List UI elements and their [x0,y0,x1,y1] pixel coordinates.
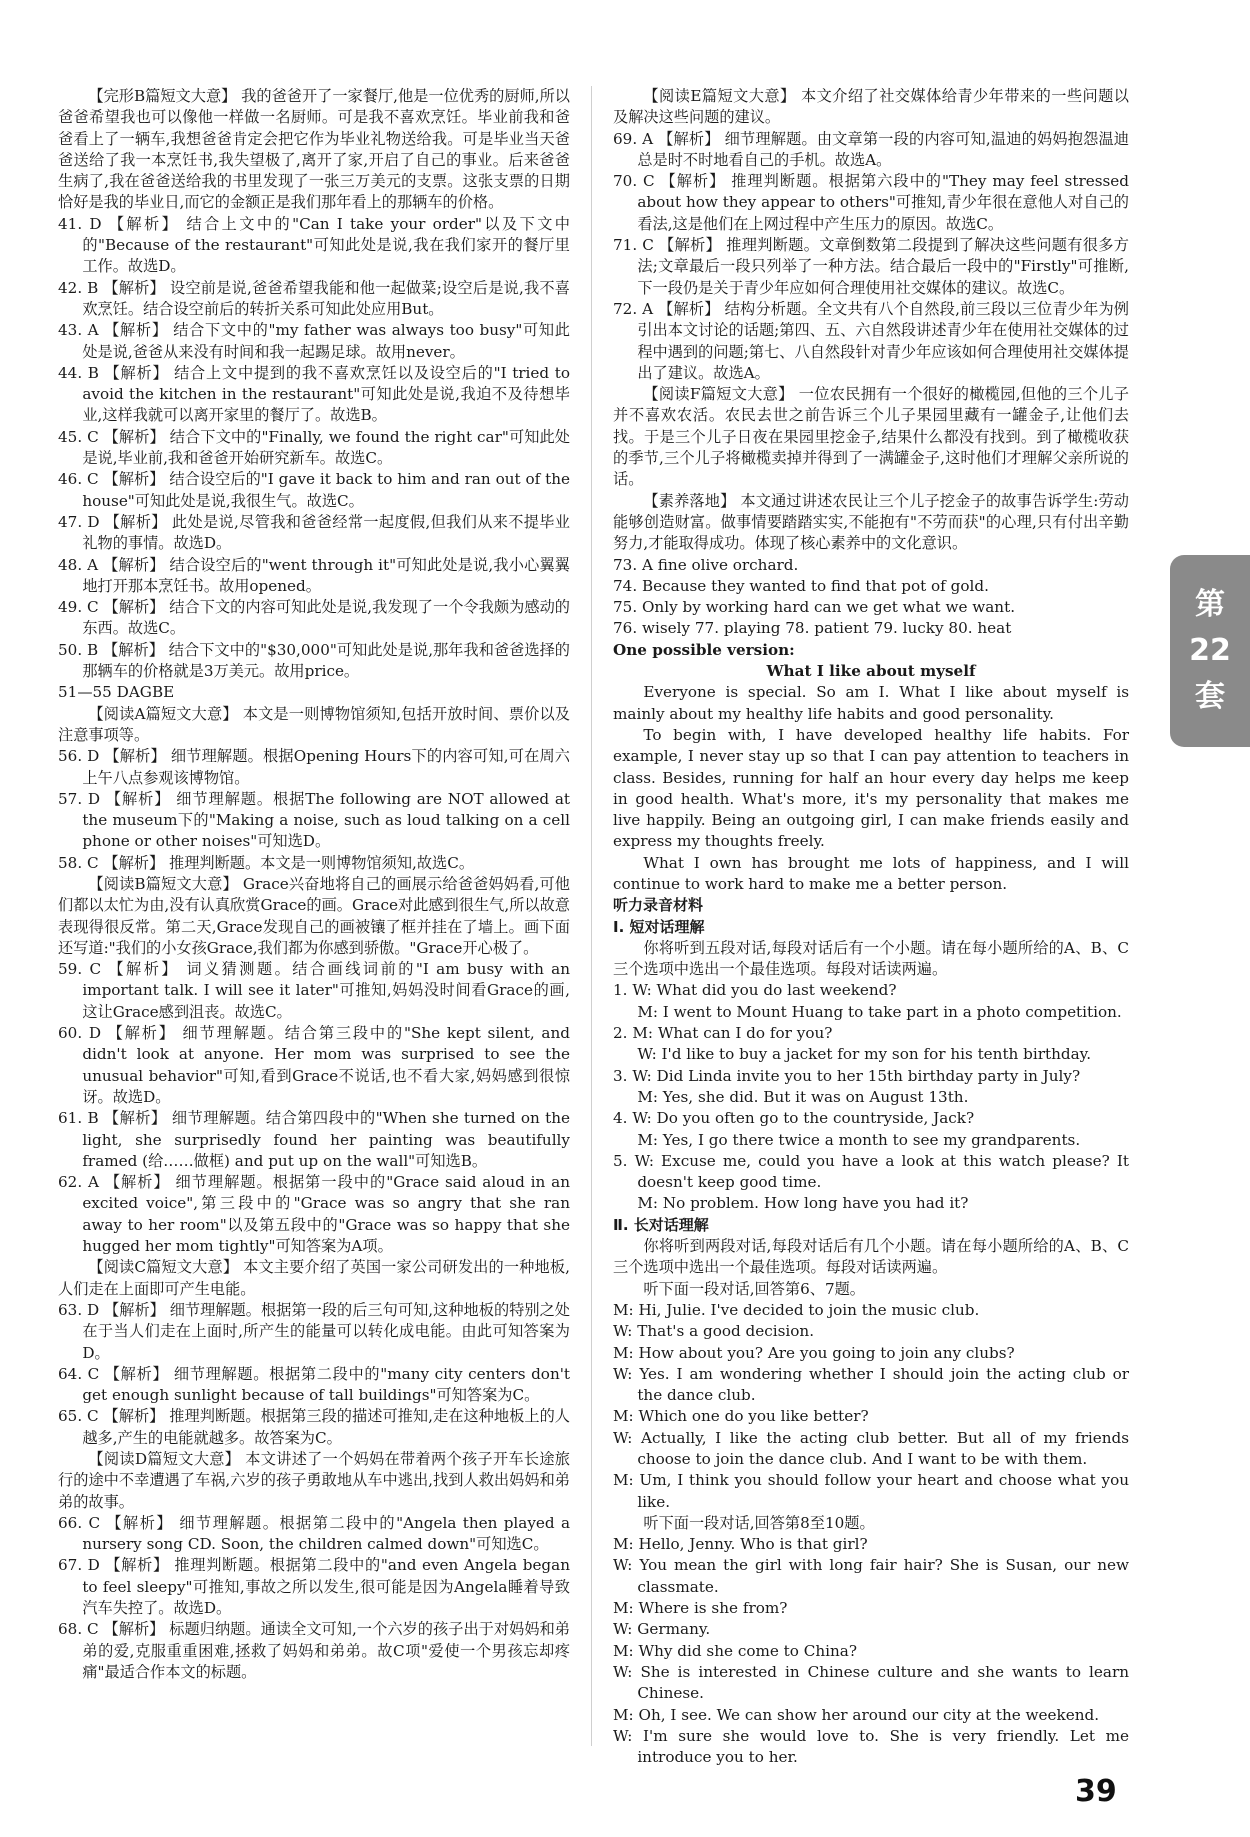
left-paragraph: 66. C 【解析】 细节理解题。根据第二段中的"Angela then played a nursery song CD. Soon, the children calmed down"可知选C。 [58,1513,570,1554]
left-column [58,86,570,1683]
left-paragraph: 62. A 【解析】 细节理解题。根据第一段中的"Grace said aloud in an excited voice",第三段中的"Grace was so angry that she ran away to her room"以及第五段中的"Grace was so happy that she hugged her mom tightly"可知答案为A项。 [58,1173,570,1256]
right-paragraph: 听下面一段对话,回答第6、7题。 [643,1279,865,1298]
right-paragraph: 听力录音材料 [613,896,704,915]
right-paragraph: 5. W: Excuse me, could you have a look at this watch please? It doesn't keep good time. [613,1151,1129,1192]
right-paragraph: W: Actually, I like the acting club better. But all of my friends choose to join the dance club. And I want to be with them. [613,1428,1129,1468]
left-paragraph: 64. C 【解析】 细节理解题。根据第二段中的"many city centers don't get enough sunlight because of tall buildings"可知答案为C。 [58,1364,570,1405]
left-paragraph: 59. C 【解析】 词义猜测题。结合画线词前的"I am busy with an important talk. I will see it later"可推知,妈妈没时间看Grace的画,这让Grace感到沮丧。故选C。 [58,960,570,1021]
right-paragraph: W: I'm sure she would love to. She is very friendly. Let me introduce you to her. [613,1726,1129,1767]
left-paragraph: 【阅读D篇短文大意】 本文讲述了一个妈妈在带着两个孩子开车长途旅行的途中不幸遭遇了车祸,六岁的孩子勇敢地从车中逃出,找到人救出妈妈和弟弟的故事。 [58,1450,570,1511]
left-paragraph: 56. D 【解析】 细节理解题。根据Opening Hours下的内容可知,可在周六上午八点参观该博物馆。 [58,747,570,787]
right-paragraph: One possible version: [613,640,795,659]
tab-char: 第 [1195,587,1225,622]
right-paragraph: 你将听到两段对话,每段对话后有几个小题。请在每小题所给的A、B、C三个选项中选出一个最佳选项。每段对话读两遍。 [613,1237,1129,1277]
page-number: 39 [1075,1774,1117,1809]
right-paragraph: M: Oh, I see. We can show her around our city at the weekend. [613,1705,1100,1724]
tab-char: 22 [1189,633,1231,668]
right-paragraph: M: Where is she from? [613,1599,788,1618]
left-paragraph: 46. C 【解析】 结合设空后的"I gave it back to him and ran out of the house"可知此处是说,我很生气。故选C。 [58,470,570,510]
column-divider [591,86,592,1746]
right-paragraph: 72. A 【解析】 结构分析题。全文共有八个自然段,前三段以三位青少年为例引出本文讨论的话题;第四、五、六自然段讲述青少年在使用社交媒体的过程中遇到的问题;第七、八自然段针对青少年应该如何合理使用社交媒体提出了建议。故选A。 [613,299,1129,382]
left-paragraph: 49. C 【解析】 结合下文的内容可知此处是说,我发现了一个令我颇为感动的东西。故选C。 [58,598,570,638]
left-paragraph: 60. D 【解析】 细节理解题。结合第三段中的"She kept silent, and didn't look at anyone. Her mom was surprised to see the unusual behavior"可知,看到Grace不说话,也不看大家,妈妈感到很惊讶。故选D。 [58,1024,570,1106]
right-paragraph: M: No problem. How long have you had it? [637,1194,969,1213]
left-paragraph: 58. C 【解析】 推理判断题。本文是一则博物馆须知,故选C。 [58,853,475,872]
right-paragraph: 2. M: What can I do for you? [613,1024,833,1043]
right-paragraph: 70. C 【解析】 推理判断题。根据第六段中的"They may feel stressed about how they appear to others"可推知,青少年很在意他人对自己的看法,这是他们在上网过程中产生压力的原因。故选C。 [613,172,1129,233]
right-paragraph: 听下面一段对话,回答第8至10题。 [643,1513,875,1532]
set-number-tab [1170,555,1250,747]
right-paragraph: W: That's a good decision. [613,1322,815,1341]
left-paragraph: 57. D 【解析】 细节理解题。根据The following are NOT allowed at the museum下的"Making a noise, such as loud talking on a cell phone or other noises"可知选D。 [58,789,570,851]
right-paragraph: M: Which one do you like better? [613,1407,869,1426]
right-paragraph: Ⅱ. 长对话理解 [613,1215,709,1234]
left-paragraph: 65. C 【解析】 推理判断题。根据第三段的描述可推知,走在这种地板上的人越多,产生的电能就越多。故答案为C。 [58,1407,570,1447]
left-paragraph: 51—55 DAGBE [58,683,175,702]
right-paragraph: W: You mean the girl with long fair hair? She is Susan, our new classmate. [613,1556,1129,1596]
right-paragraph: 74. Because they wanted to find that pot of gold. [613,576,989,595]
right-paragraph: W: Yes. I am wondering whether I should join the acting club or the dance club. [613,1364,1129,1405]
left-paragraph: 48. A 【解析】 结合设空后的"went through it"可知此处是说,我小心翼翼地打开那本烹饪书。故用opened。 [58,555,570,595]
right-paragraph: 1. W: What did you do last weekend? [613,981,897,1000]
right-paragraph: M: Hello, Jenny. Who is that girl? [613,1535,868,1554]
right-paragraph: M: Yes, she did. But it was on August 13th. [637,1087,969,1106]
right-paragraph: W: I'd like to buy a jacket for my son for his tenth birthday. [637,1045,1092,1064]
right-paragraph: 3. W: Did Linda invite you to her 15th birthday party in July? [613,1066,1081,1085]
left-paragraph: 【完形B篇短文大意】 我的爸爸开了一家餐厅,他是一位优秀的厨师,所以爸爸希望我也可以像他一样做一名厨师。可是我不喜欢烹饪。毕业前我和爸爸看上了一辆车,我想爸爸肯定会把它作为毕业礼物送给我。可是毕业当天爸爸送给了我一本烹饪书,我失望极了,离开了家,开启了自己的事业。后来爸爸生病了,我在爸爸送给我的书里发现了一张三万美元的支票。这张支票的日期恰好是我的毕业日,而它的金额正是我们那年看上的那辆车的价格。 [58,87,570,212]
right-paragraph: M: Yes, I go there twice a month to see my grandparents. [637,1130,1081,1149]
right-paragraph: M: I went to Mount Huang to take part in a photo competition. [637,1002,1122,1021]
right-paragraph: M: How about you? Are you going to join any clubs? [613,1343,1015,1362]
right-paragraph: W: She is interested in Chinese culture and she wants to learn Chinese. [613,1662,1129,1703]
left-paragraph: 45. C 【解析】 结合下文中的"Finally, we found the right car"可知此处是说,毕业前,我和爸爸开始研究新车。故选C。 [58,427,570,468]
left-paragraph: 43. A 【解析】 结合下文中的"my father was always too busy"可知此处是说,爸爸从来没有时间和我一起踢足球。故用never。 [58,321,570,361]
tab-char: 套 [1195,679,1225,714]
right-column [613,86,1129,1768]
right-paragraph: 75. Only by working hard can we get what we want. [613,598,1016,617]
left-paragraph: 【阅读A篇短文大意】 本文是一则博物馆须知,包括开放时间、票价以及注意事项等。 [58,704,570,744]
right-paragraph: Ⅰ. 短对话理解 [613,917,705,936]
left-paragraph: 68. C 【解析】 标题归纳题。通读全文可知,一个六岁的孩子出于对妈妈和弟弟的爱,克服重重困难,拯救了妈妈和弟弟。故C项"爱使一个男孩忘却疼痛"最适合作本文的标题。 [58,1620,570,1681]
left-paragraph: 44. B 【解析】 结合上文中提到的我不喜欢烹饪以及设空后的"I tried to avoid the kitchen in the restaurant"可知此处是说,我迫不及待想毕业,这样我就可以离开家里的餐厅了。故选B。 [58,363,570,425]
right-paragraph: 你将听到五段对话,每段对话后有一个小题。请在每小题所给的A、B、C三个选项中选出一个最佳选项。每段对话读两遍。 [613,938,1129,979]
right-paragraph: 【素养落地】 本文通过讲述农民让三个儿子挖金子的故事告诉学生:劳动能够创造财富。做事情要踏踏实实,不能抱有"不劳而获"的心理,只有付出辛勤努力,才能取得成功。体现了核心素养中的文化意识。 [613,491,1129,553]
left-paragraph: 【阅读C篇短文大意】 本文主要介绍了英国一家公司研发出的一种地板,人们走在上面即可产生电能。 [58,1258,570,1298]
left-paragraph: 41. D 【解析】 结合上文中的"Can I take your order"以及下文中的"Because of the restaurant"可知此处是说,我在我们家开的餐厅里工作。故选D。 [58,214,570,276]
right-paragraph: 71. C 【解析】 推理判断题。文章倒数第二段提到了解决这些问题有很多方法;文章最后一段只列举了一种方法。结合最后一段中的"Firstly"可推断,下一段仍是关于青少年应如何合理使用社交媒体的建议。故选C。 [613,236,1129,297]
right-paragraph: 【阅读E篇短文大意】 本文介绍了社交媒体给青少年带来的一些问题以及解决这些问题的建议。 [613,87,1129,127]
left-paragraph: 47. D 【解析】 此处是说,尽管我和爸爸经常一起度假,但我们从来不提毕业礼物的事情。故选D。 [58,512,570,553]
right-paragraph: 76. wisely 77. playing 78. patient 79. lucky 80. heat [613,619,1012,638]
right-paragraph: M: Why did she come to China? [613,1641,857,1660]
left-paragraph: 42. B 【解析】 设空前是说,爸爸希望我能和他一起做菜;设空后是说,我不喜欢烹饪。结合设空前后的转折关系可知此处应用But。 [58,278,570,318]
right-paragraph: M: Um, I think you should follow your heart and choose what you like. [613,1471,1129,1511]
right-paragraph: To begin with, I have developed healthy life habits. For example, I never stay up so that I can pay attention to teachers in class. Besides, running for half an hour every day helps me keep in good health. What's more, it's my personality that makes me live happily. Being an outgoing girl, I can make friends easily and express my thoughts freely. [613,725,1129,851]
right-paragraph: W: Germany. [613,1620,711,1639]
right-paragraph: What I like about myself [766,662,976,681]
right-paragraph: M: Hi, Julie. I've decided to join the music club. [613,1300,980,1319]
right-paragraph: What I own has brought me lots of happiness, and I will continue to work hard to make me a better person. [613,853,1129,893]
left-paragraph: 63. D 【解析】 细节理解题。根据第一段的后三句可知,这种地板的特别之处在于当人们走在上面时,所产生的能量可以转化成电能。由此可知答案为D。 [58,1300,570,1362]
right-paragraph: 【阅读F篇短文大意】 一位农民拥有一个很好的橄榄园,但他的三个儿子并不喜欢农活。农民去世之前告诉三个儿子果园里藏有一罐金子,让他们去找。于是三个儿子日夜在果园里挖金子,结果什么都没有找到。到了橄榄收获的季节,三个儿子将橄榄卖掉并得到了一满罐金子,这时他们才理解父亲所说的话。 [613,385,1129,489]
right-paragraph: 4. W: Do you often go to the countryside, Jack? [613,1109,975,1128]
left-paragraph: 67. D 【解析】 推理判断题。根据第二段中的"and even Angela began to feel sleepy"可推知,事故之所以发生,很可能是因为Angela睡着导致汽车失控了。故选D。 [58,1556,570,1618]
left-paragraph: 50. B 【解析】 结合下文中的"$30,000"可知此处是说,那年我和爸爸选择的那辆车的价格就是3万美元。故用price。 [58,640,570,681]
right-paragraph: 69. A 【解析】 细节理解题。由文章第一段的内容可知,温迪的妈妈抱怨温迪总是时不时地看自己的手机。故选A。 [613,129,1129,169]
right-paragraph: 73. A fine olive orchard. [613,555,799,574]
left-paragraph: 61. B 【解析】 细节理解题。结合第四段中的"When she turned on the light, she surprisedly found her painting was beautifully framed (给……做框) and put up on the wall"可知选B。 [58,1109,570,1170]
left-paragraph: 【阅读B篇短文大意】 Grace兴奋地将自己的画展示给爸爸妈妈看,可他们都以太忙为由,没有认真欣赏Grace的画。Grace对此感到很生气,所以故意表现得很反常。第二天,Grace发现自己的画被镶了框并挂在了墙上。画下面还写道:"我们的小女孩Grace,我们都为你感到骄傲。"Grace开心极了。 [58,874,570,957]
right-paragraph: Everyone is special. So am I. What I like about myself is mainly about my healthy life habits and good personality. [613,683,1129,723]
